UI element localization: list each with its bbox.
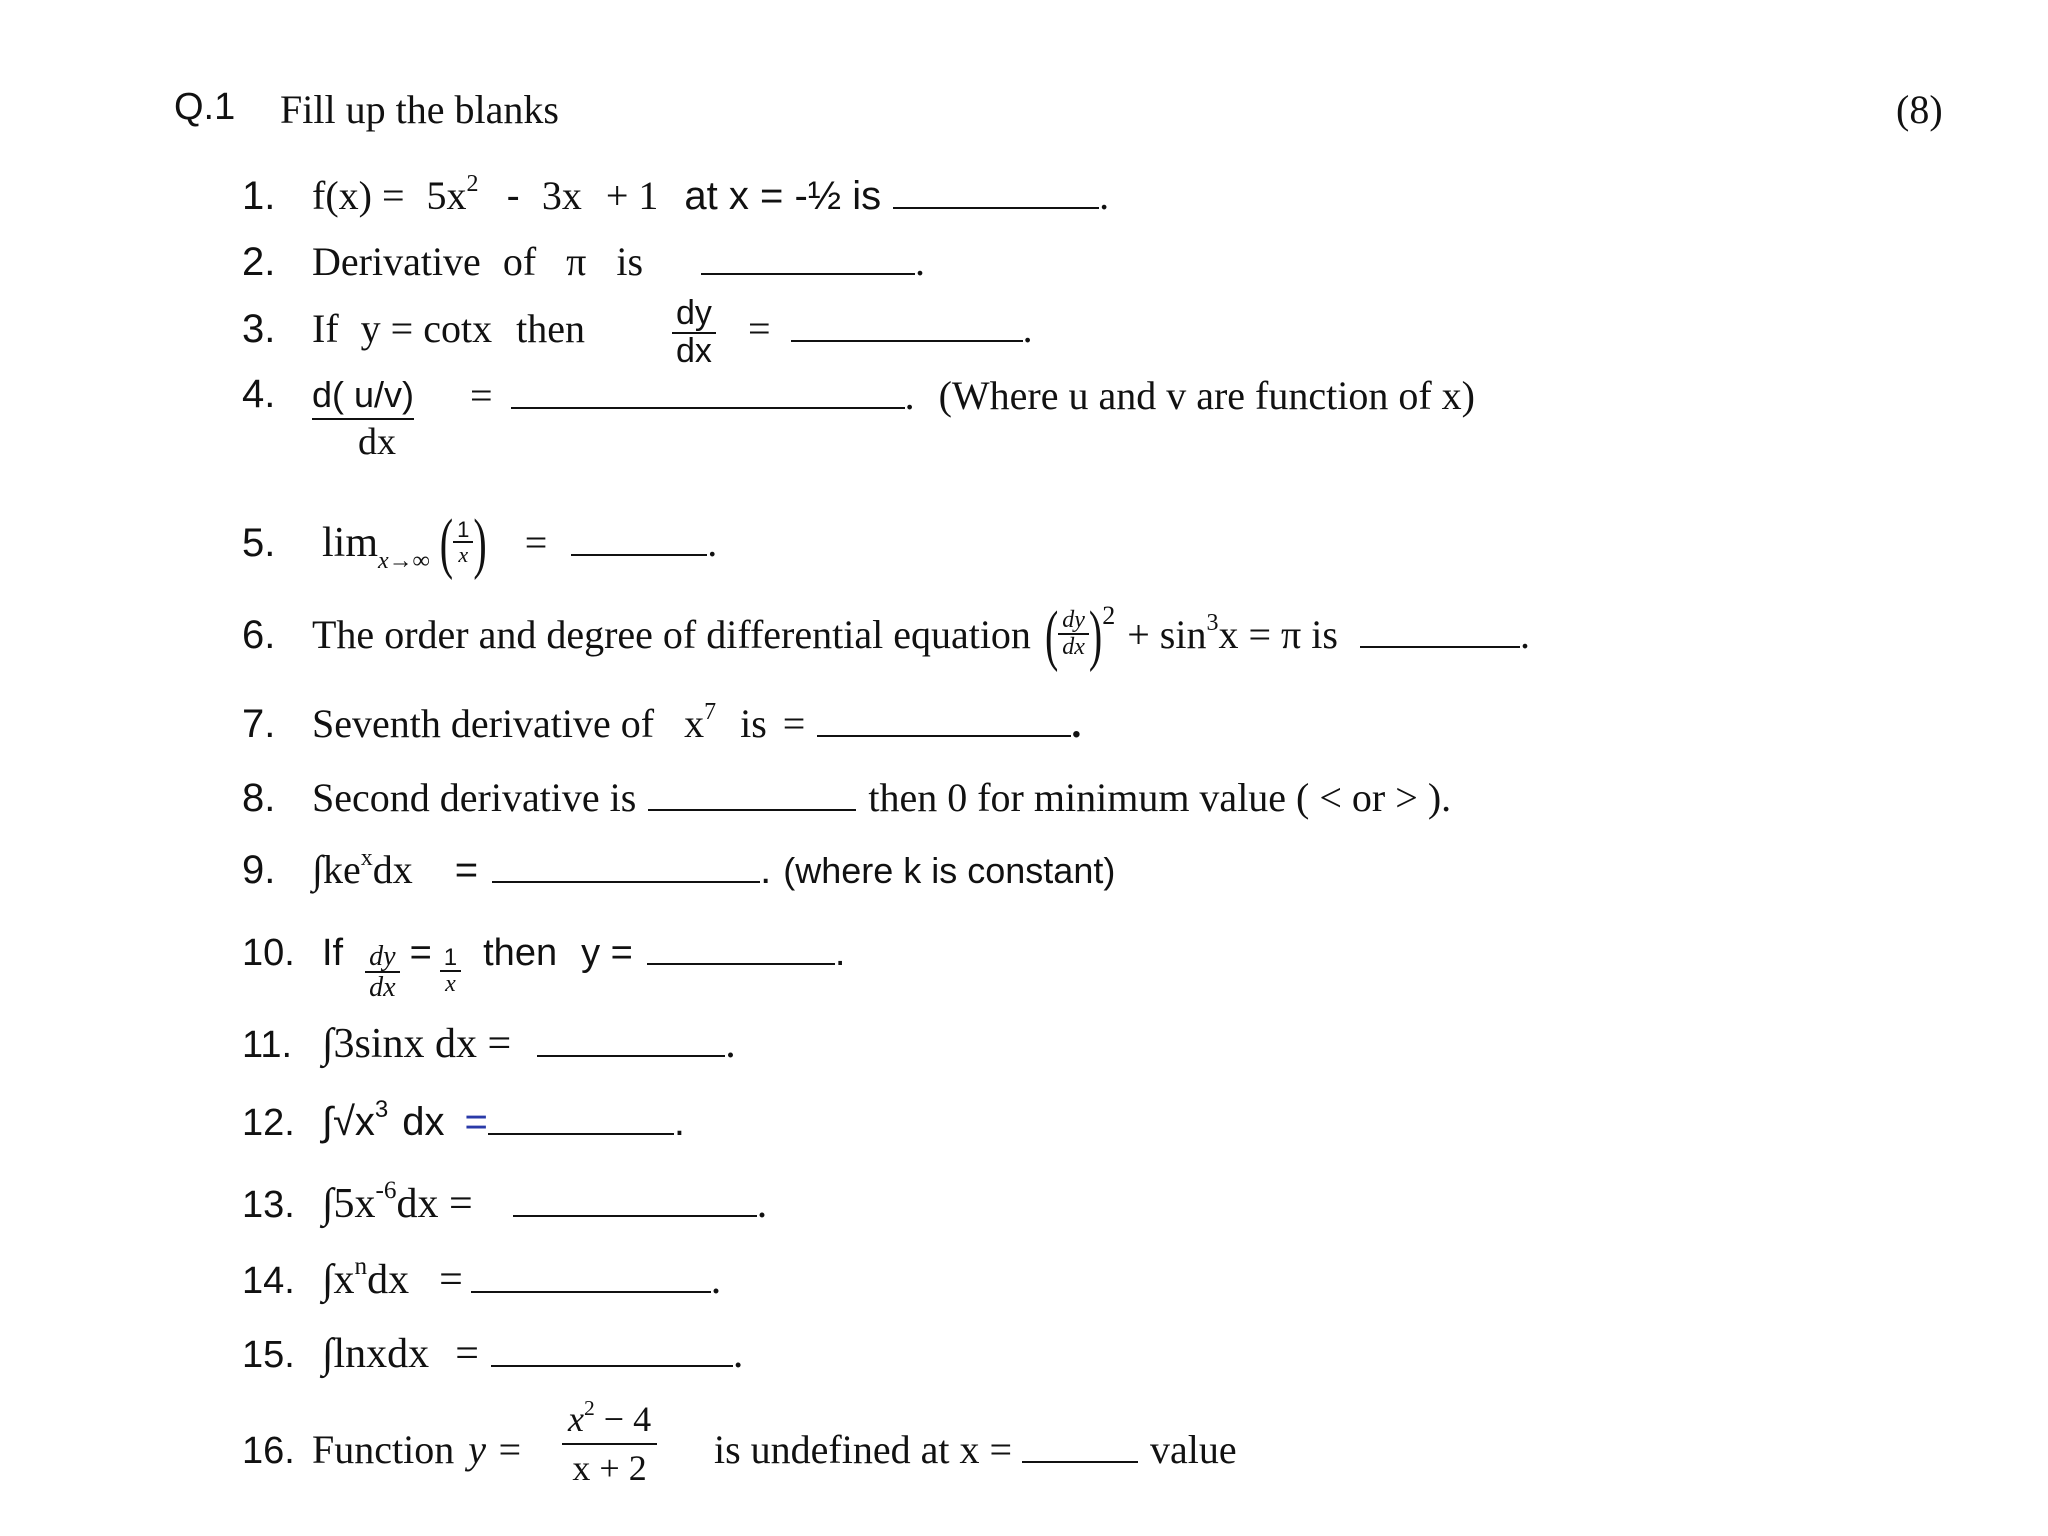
item-text: is bbox=[740, 701, 767, 746]
item-text: = bbox=[464, 1100, 488, 1144]
item-text: = bbox=[439, 1257, 463, 1303]
answer-blank bbox=[1360, 645, 1520, 648]
item-text: $x^7$ bbox=[684, 699, 717, 746]
item-number: 5. bbox=[242, 520, 276, 565]
item-text: . bbox=[756, 1181, 768, 1227]
item-note: (where k is constant) bbox=[783, 850, 1116, 891]
item-text: y = cotx bbox=[360, 306, 493, 351]
one-over-x-fraction: $\frac{1}{x}$ bbox=[440, 945, 461, 997]
answer-blank bbox=[571, 553, 707, 556]
item-number: 3. bbox=[242, 307, 276, 351]
item-number: 12. bbox=[242, 1102, 295, 1144]
item-1 bbox=[242, 172, 1109, 219]
item-text: Seventh derivative of bbox=[312, 701, 655, 746]
item-number: 1. bbox=[242, 174, 276, 218]
question-number: Q.1 bbox=[174, 86, 236, 128]
answer-blank bbox=[491, 1364, 733, 1367]
item-number: 7. bbox=[242, 702, 276, 746]
item-16 bbox=[242, 1426, 523, 1473]
item-text: . bbox=[732, 1331, 744, 1377]
item-number: 4. bbox=[242, 372, 276, 416]
item-text: + 1 bbox=[605, 173, 659, 218]
item-text: $\int 5x^{-6}dx$ = bbox=[322, 1177, 473, 1227]
answer-blank bbox=[647, 962, 835, 965]
item-number: 9. bbox=[242, 848, 276, 892]
item-11 bbox=[242, 1020, 736, 1068]
item-number: 13. bbox=[242, 1184, 295, 1226]
item-text: = bbox=[470, 373, 493, 418]
item-text: at x = -½ is bbox=[684, 174, 882, 218]
item-3-answer bbox=[748, 305, 1033, 352]
answer-blank bbox=[492, 880, 760, 883]
item-text: then bbox=[516, 306, 585, 351]
item-number: 10. bbox=[242, 932, 295, 974]
answer-blank bbox=[648, 808, 856, 811]
dy-dx-fraction: $\frac{dy}{dx}$ bbox=[672, 296, 716, 369]
answer-blank bbox=[1022, 1460, 1138, 1463]
item-text: ∫lnxdx bbox=[322, 1331, 430, 1377]
item-text: Function bbox=[312, 1427, 455, 1472]
answer-blank bbox=[817, 734, 1071, 737]
item-number: 16. bbox=[242, 1430, 295, 1472]
du-v-numerator: d( u/v) bbox=[312, 374, 414, 420]
item-4-answer bbox=[470, 372, 1475, 419]
item-7 bbox=[242, 700, 1081, 747]
dy-dx-squared: ( $\frac{dy}{dx}$ ) $^2$ bbox=[1044, 595, 1116, 673]
answer-blank bbox=[537, 1054, 725, 1057]
item-text: $\int x^ndx$ bbox=[322, 1253, 410, 1303]
item-text: = bbox=[455, 1331, 479, 1377]
item-text: . bbox=[904, 373, 915, 418]
item-text: = bbox=[409, 932, 432, 974]
item-text: then bbox=[483, 932, 558, 974]
item-4 bbox=[242, 372, 312, 417]
one-over-x-fraction: ( $\frac{1}{x}$ ) bbox=[439, 503, 487, 581]
item-text: . bbox=[1071, 701, 1082, 746]
item-text: . bbox=[1519, 611, 1530, 657]
item-text: If bbox=[312, 306, 339, 351]
limit-subscript: x→∞ bbox=[378, 547, 430, 574]
item-text: . bbox=[915, 239, 926, 284]
item-text: then 0 for minimum value ( < or > ). bbox=[868, 775, 1452, 820]
item-number: 8. bbox=[242, 776, 276, 820]
item-text: . bbox=[760, 848, 772, 892]
item-10 bbox=[242, 932, 845, 1003]
item-number: 14. bbox=[242, 1260, 295, 1302]
function-fraction: $\frac{x^2 - 4}{x + 2}$ bbox=[562, 1396, 657, 1492]
item-number: 2. bbox=[242, 240, 276, 284]
item-8 bbox=[242, 774, 1451, 821]
item-9 bbox=[242, 846, 1115, 893]
item-note: (Where u and v are function of x) bbox=[938, 373, 1475, 418]
item-text: f(x) = bbox=[312, 173, 405, 218]
item-number: 6. bbox=[242, 612, 276, 657]
answer-blank bbox=[471, 1290, 711, 1293]
item-15 bbox=[242, 1330, 743, 1378]
item-text: of bbox=[502, 239, 537, 284]
item-text: - bbox=[506, 174, 520, 218]
item-text: y = bbox=[581, 932, 633, 974]
item-text: . bbox=[707, 519, 718, 565]
answer-blank bbox=[893, 206, 1099, 209]
question-title: Fill up the blanks bbox=[280, 87, 559, 132]
item-text: dx bbox=[402, 1100, 445, 1144]
item-text: = bbox=[454, 848, 479, 892]
marks-label: (8) bbox=[1896, 87, 1943, 132]
item-text: . bbox=[1022, 306, 1033, 351]
item-text: Second derivative is bbox=[312, 775, 637, 820]
item-number: 11. bbox=[242, 1024, 293, 1066]
item-text: is undefined at x = bbox=[714, 1427, 1013, 1472]
limit-text: lim bbox=[322, 519, 379, 566]
item-text: = bbox=[782, 701, 806, 746]
item-text: . bbox=[673, 1100, 686, 1144]
item-2 bbox=[242, 238, 925, 285]
answer-blank bbox=[488, 1132, 674, 1135]
item-14 bbox=[242, 1253, 722, 1304]
item-text: ∫3sinx dx = bbox=[322, 1021, 512, 1067]
item-text: = bbox=[524, 519, 548, 565]
item-text: If bbox=[322, 932, 344, 974]
item-text: The order and degree of differential equation bbox=[312, 611, 1031, 657]
item-16-answer bbox=[714, 1426, 1237, 1473]
item-3 bbox=[242, 305, 585, 352]
answer-blank bbox=[511, 406, 905, 409]
item-text: . bbox=[725, 1021, 736, 1067]
item-text: . bbox=[710, 1257, 722, 1303]
item-text: is bbox=[616, 239, 644, 284]
answer-blank bbox=[701, 272, 915, 275]
item-text: π bbox=[566, 239, 587, 284]
item-13 bbox=[242, 1177, 768, 1228]
item-text: 3x bbox=[541, 173, 582, 218]
item-text: $5x^2$ bbox=[426, 171, 479, 218]
dx-denominator: dx bbox=[358, 421, 396, 463]
item-6 bbox=[242, 595, 1530, 673]
item-text: . bbox=[1099, 173, 1110, 218]
item-text: $\int ke^xdx$ bbox=[312, 845, 413, 892]
item-5 bbox=[242, 503, 718, 581]
item-12 bbox=[242, 1096, 686, 1145]
item-text: + $\sin^3x = \pi$ is bbox=[1127, 609, 1338, 657]
answer-blank bbox=[791, 339, 1023, 342]
item-text: $\int√x^3$ bbox=[322, 1096, 389, 1144]
item-text: . bbox=[834, 932, 846, 974]
item-text: Derivative bbox=[312, 239, 481, 284]
dy-dx-fraction: $\frac{dy}{dx}$ bbox=[365, 942, 399, 1003]
item-text: value bbox=[1150, 1427, 1237, 1472]
item-text: = bbox=[748, 306, 771, 351]
item-number: 15. bbox=[242, 1334, 295, 1376]
answer-blank bbox=[513, 1214, 757, 1217]
item-text: y = bbox=[468, 1427, 523, 1472]
